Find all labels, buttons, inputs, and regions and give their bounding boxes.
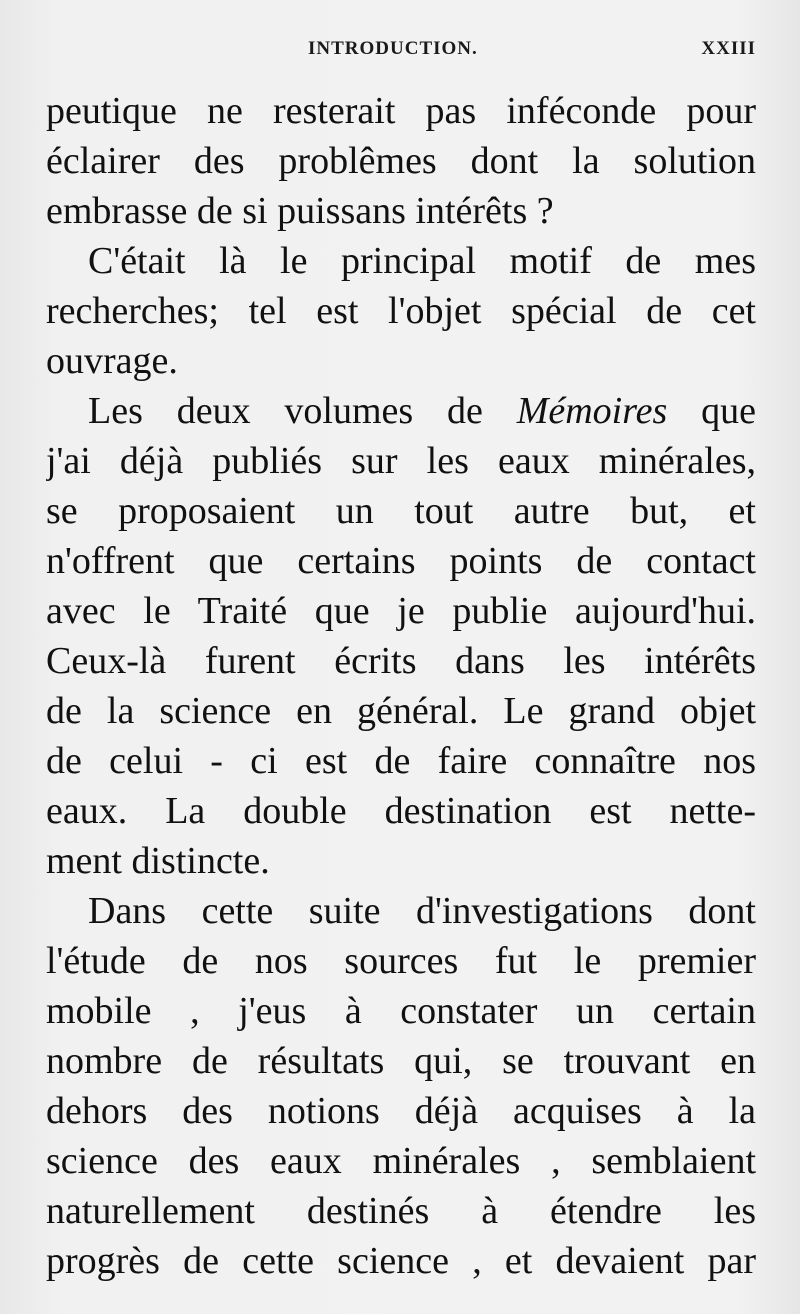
text-line: eaux. La double destination est nette- (46, 790, 756, 832)
text-line: ouvrage. (46, 340, 178, 382)
text-line: mobile , j'eus à constater un certain (46, 990, 756, 1032)
text-line: Dans cette suite d'investigations dont (88, 890, 756, 932)
text-line: recherches; tel est l'objet spécial de cet (46, 290, 756, 332)
text-line: éclairer des problêmes dont la solution (46, 140, 756, 182)
text-line: science des eaux minérales , semblaient (46, 1140, 756, 1182)
italic-title-memoires: Mémoires (516, 390, 668, 432)
text-line: n'offrent que certains points de contact (46, 540, 756, 582)
text-line-with-italic (46, 386, 756, 436)
text-line: progrès de cette science , et devaient par (46, 1240, 756, 1282)
text-line: nombre de résultats qui, se trouvant en (46, 1040, 756, 1082)
page-number: XXIII (701, 38, 756, 59)
text-line: naturellement destinés à étendre les (46, 1190, 756, 1232)
text-line: Ceux-là furent écrits dans les intérêts (46, 640, 756, 682)
text-line: l'étude de nos sources fut le premier (46, 940, 756, 982)
body-text (46, 86, 756, 1286)
text-line: ment distincte. (46, 840, 270, 882)
running-head-title: INTRODUCTION. (308, 38, 478, 59)
text-line: peutique ne resterait pas inféconde pour (46, 90, 756, 132)
text-line: embrasse de si puissans intérêts ? (46, 190, 554, 232)
text-line: dehors des notions déjà acquises à la (46, 1090, 756, 1132)
text-segment: que (667, 390, 756, 432)
text-line: de la science en général. Le grand objet (46, 690, 756, 732)
text-line: de celui - ci est de faire connaître nos (46, 740, 756, 782)
text-line: C'était là le principal motif de mes (88, 240, 756, 282)
text-segment: Les deux volumes de (88, 390, 517, 432)
running-head (46, 38, 756, 68)
text-line: j'ai déjà publiés sur les eaux minérales, (46, 440, 756, 482)
text-line: avec le Traité que je publie aujourd'hui. (46, 590, 756, 632)
text-line: se proposaient un tout autre but, et (46, 490, 756, 532)
